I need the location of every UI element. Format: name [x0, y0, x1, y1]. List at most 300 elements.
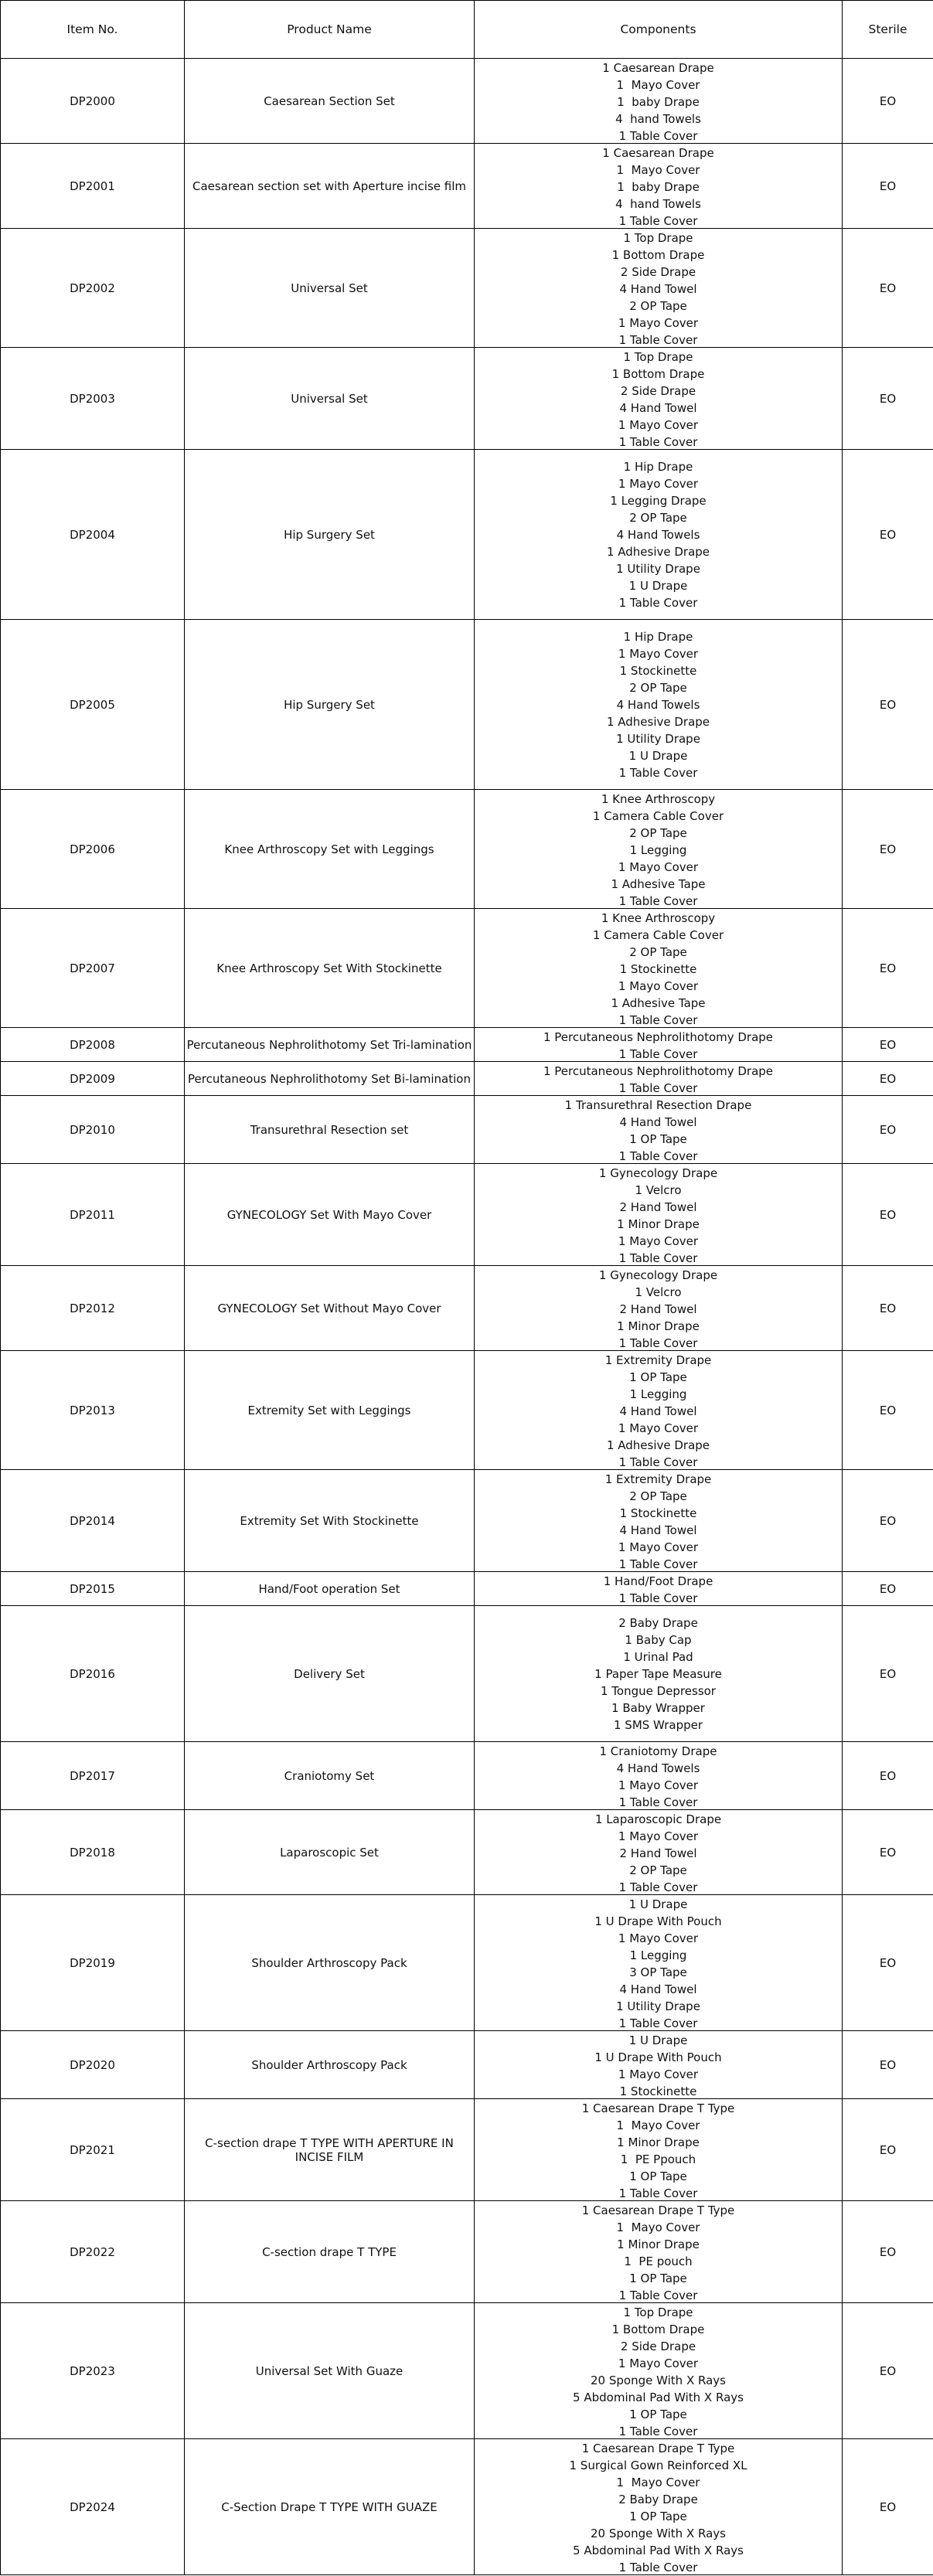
item-number-cell: DP2014 — [1, 1470, 185, 1572]
component-item: 1 Mayo Cover — [616, 2118, 700, 2132]
component-item: 1 Urinal Pad — [623, 1649, 693, 1664]
components-cell — [475, 620, 843, 790]
components-list — [475, 60, 842, 143]
components-list — [475, 1352, 842, 1469]
product-name-cell: Extremity Set with Leggings — [185, 1351, 475, 1470]
product-name-cell: Universal Set — [185, 348, 475, 450]
component-item: 1 OP Tape — [629, 2169, 687, 2183]
sterile-cell: EO — [843, 1606, 933, 1742]
component-item: 1 Adhesive Drape — [606, 1438, 710, 1452]
table-row — [1, 450, 933, 620]
component-item: 1 Table Cover — [618, 2424, 698, 2438]
component-item: 1 PE Ppouch — [620, 2152, 696, 2166]
component-item: 1 Legging — [629, 1948, 687, 1962]
item-number-cell: DP2010 — [1, 1096, 185, 1164]
table-row — [1, 1895, 933, 2031]
component-item: 1 Mayo Cover — [618, 1421, 699, 1435]
component-item: 4 Hand Towel — [619, 1982, 697, 1996]
component-item: 2 Baby Drape — [618, 1615, 698, 1630]
sterile-cell: EO — [843, 2201, 933, 2303]
components-list — [475, 1471, 842, 1571]
product-name-cell: Hand/Foot operation Set — [185, 1572, 475, 1606]
component-item: 4 Hand Towels — [616, 527, 700, 542]
table-row — [1, 1351, 933, 1470]
components-list — [475, 2202, 842, 2302]
product-name-cell: Caesarean section set with Aperture incise film — [185, 144, 475, 229]
component-item: 2 Hand Towel — [619, 1200, 697, 1214]
components-list — [475, 1063, 842, 1095]
component-item: 1 Table Cover — [618, 1591, 698, 1605]
components-cell — [475, 2439, 843, 2575]
component-item: 1 Mayo Cover — [618, 978, 699, 993]
table-row — [1, 1742, 933, 1810]
components-cell — [475, 348, 843, 450]
component-item: 1 Top Drape — [623, 230, 693, 245]
component-item: 2 OP Tape — [629, 510, 687, 525]
component-item: 1 Mayo Cover — [618, 476, 699, 491]
table-row — [1, 1062, 933, 1096]
component-item: 2 OP Tape — [629, 1863, 687, 1877]
component-item: 20 Sponge With X Rays — [591, 2373, 726, 2387]
product-name-cell: Universal Set — [185, 229, 475, 348]
component-item: 1 OP Tape — [629, 2407, 687, 2421]
component-item: 4 hand Towels — [615, 196, 701, 211]
component-item: 1 Caesarean Drape T Type — [581, 2441, 735, 2455]
components-list — [475, 458, 842, 611]
component-item: 1 Table Cover — [618, 128, 698, 143]
product-name-cell: Percutaneous Nephrolithotomy Set Bi-lamination — [185, 1062, 475, 1096]
item-number-cell: DP2020 — [1, 2031, 185, 2099]
components-list — [475, 791, 842, 908]
component-item: 1 Caesarean Drape — [602, 145, 714, 160]
item-number-cell: DP2013 — [1, 1351, 185, 1470]
component-item: 1 PE pouch — [624, 2254, 693, 2268]
component-item: 1 Adhesive Tape — [611, 995, 706, 1010]
component-item: 1 U Drape With Pouch — [594, 2050, 722, 2064]
components-list — [475, 1267, 842, 1350]
component-item: 1 U Drape With Pouch — [594, 1914, 722, 1928]
sterile-cell: EO — [843, 620, 933, 790]
component-item: 1 Stockinette — [619, 961, 697, 976]
component-item: 1 Table Cover — [618, 213, 698, 228]
components-list — [475, 349, 842, 449]
components-list — [475, 1615, 842, 1734]
component-item: 1 Utility Drape — [616, 1999, 700, 2013]
component-item: 1 OP Tape — [629, 1131, 687, 1146]
product-name-cell: C-section drape T TYPE WITH APERTURE IN INCISE FILM — [185, 2099, 475, 2201]
sterile-cell: EO — [843, 1572, 933, 1606]
item-number-cell: DP2022 — [1, 2201, 185, 2303]
table-row — [1, 59, 933, 144]
component-item: 1 Knee Arthroscopy — [601, 910, 716, 925]
sterile-cell: EO — [843, 229, 933, 348]
component-item: 1 Mayo Cover — [616, 162, 700, 177]
component-item: 4 hand Towels — [615, 111, 701, 126]
product-name-cell: Universal Set With Guaze — [185, 2303, 475, 2439]
components-list — [475, 910, 842, 1027]
product-name-cell: Knee Arthroscopy Set With Stockinette — [185, 909, 475, 1028]
item-number-cell: DP2015 — [1, 1572, 185, 1606]
component-item: 1 Table Cover — [618, 1148, 698, 1163]
item-number-cell: DP2005 — [1, 620, 185, 790]
component-item: 1 Caesarean Drape — [602, 60, 714, 75]
components-cell — [475, 450, 843, 620]
component-item: 1 Legging — [629, 842, 687, 857]
table-row — [1, 1810, 933, 1895]
item-number-cell: DP2011 — [1, 1164, 185, 1266]
item-number-cell: DP2018 — [1, 1810, 185, 1895]
component-item: 1 Table Cover — [618, 1795, 698, 1809]
component-item: 2 Side Drape — [620, 2339, 696, 2353]
components-list — [475, 230, 842, 347]
component-item: 2 Hand Towel — [619, 1302, 697, 1316]
component-item: 1 Camera Cable Cover — [592, 808, 724, 823]
component-item: 4 Hand Towel — [619, 281, 697, 296]
sterile-cell: EO — [843, 909, 933, 1028]
item-number-cell: DP2008 — [1, 1028, 185, 1062]
component-item: 1 Table Cover — [618, 1455, 698, 1469]
item-number-cell: DP2021 — [1, 2099, 185, 2201]
component-item: 4 Hand Towel — [619, 1114, 697, 1129]
component-item: 1 OP Tape — [629, 2271, 687, 2285]
component-item: 1 OP Tape — [629, 2509, 687, 2523]
sterile-cell: EO — [843, 1470, 933, 1572]
table-row — [1, 229, 933, 348]
component-item: 1 Table Cover — [618, 2186, 698, 2200]
table-row — [1, 909, 933, 1028]
components-cell — [475, 1810, 843, 1895]
component-item: 1 U Drape — [628, 578, 688, 593]
component-item: 1 Stockinette — [619, 1506, 697, 1520]
component-item: 1 baby Drape — [617, 94, 700, 109]
component-item: 1 Table Cover — [618, 595, 698, 610]
table-row — [1, 144, 933, 229]
header-sterile: Sterile — [843, 1, 933, 59]
component-item: 1 Adhesive Tape — [611, 876, 706, 891]
components-list — [475, 1743, 842, 1809]
component-item: 1 Mayo Cover — [618, 646, 699, 661]
component-item: 1 Mayo Cover — [618, 1540, 699, 1554]
component-item: 1 Table Cover — [618, 1557, 698, 1571]
header-product-name: Product Name — [185, 1, 475, 59]
component-item: 1 Mayo Cover — [616, 2220, 700, 2234]
component-item: 2 OP Tape — [629, 825, 687, 840]
components-list — [475, 2304, 842, 2438]
component-item: 1 Legging Drape — [610, 493, 707, 508]
header-row — [1, 1, 933, 59]
sterile-cell: EO — [843, 2439, 933, 2575]
component-item: 1 Gynecology Drape — [598, 1165, 718, 1180]
components-cell — [475, 144, 843, 229]
component-item: 1 Velcro — [635, 1183, 682, 1197]
components-cell — [475, 1606, 843, 1742]
components-list — [475, 1165, 842, 1265]
component-item: 1 Camera Cable Cover — [592, 927, 724, 942]
component-item: 2 OP Tape — [629, 1489, 687, 1503]
product-name-cell: Shoulder Arthroscopy Pack — [185, 2031, 475, 2099]
sterile-cell: EO — [843, 2031, 933, 2099]
component-item: 1 Mayo Cover — [618, 859, 699, 874]
component-item: 1 baby Drape — [617, 179, 700, 194]
component-item: 1 Velcro — [635, 1285, 682, 1299]
component-item: 1 Mayo Cover — [616, 2475, 700, 2489]
product-name-cell: C-section drape T TYPE — [185, 2201, 475, 2303]
component-item: 1 Mayo Cover — [618, 417, 699, 432]
component-item: 1 Percutaneous Nephrolithotomy Drape — [543, 1029, 774, 1044]
table-row — [1, 1266, 933, 1351]
table-row — [1, 1572, 933, 1606]
component-item: 5 Abdominal Pad With X Rays — [573, 2543, 744, 2557]
component-item: 2 Side Drape — [620, 383, 696, 398]
item-number-cell: DP2006 — [1, 790, 185, 909]
component-item: 1 Paper Tape Measure — [594, 1666, 722, 1681]
component-item: 1 SMS Wrapper — [613, 1717, 703, 1732]
item-number-cell: DP2019 — [1, 1895, 185, 2031]
sterile-cell: EO — [843, 1742, 933, 1810]
table-row — [1, 1028, 933, 1062]
component-item: 1 Craniotomy Drape — [599, 1744, 717, 1758]
item-number-cell: DP2000 — [1, 59, 185, 144]
component-item: 1 Caesarean Drape T Type — [581, 2203, 735, 2217]
components-cell — [475, 2031, 843, 2099]
component-item: 4 Hand Towels — [616, 697, 700, 712]
product-name-cell: Laparoscopic Set — [185, 1810, 475, 1895]
components-cell — [475, 1742, 843, 1810]
component-item: 1 Adhesive Drape — [606, 714, 710, 729]
component-item: 2 Baby Drape — [618, 2492, 698, 2506]
item-number-cell: DP2002 — [1, 229, 185, 348]
sterile-cell: EO — [843, 450, 933, 620]
item-number-cell: DP2004 — [1, 450, 185, 620]
item-number-cell: DP2016 — [1, 1606, 185, 1742]
sterile-cell: EO — [843, 1351, 933, 1470]
components-cell — [475, 909, 843, 1028]
sterile-cell: EO — [843, 348, 933, 450]
component-item: 2 Side Drape — [620, 264, 696, 279]
component-item: 1 Table Cover — [618, 434, 698, 449]
sterile-cell: EO — [843, 1810, 933, 1895]
components-list — [475, 1029, 842, 1061]
component-item: 1 Mayo Cover — [616, 77, 700, 92]
components-list — [475, 628, 842, 781]
component-item: 5 Abdominal Pad With X Rays — [573, 2390, 744, 2404]
components-cell — [475, 1572, 843, 1606]
table-row — [1, 2099, 933, 2201]
component-item: 1 Stockinette — [619, 2084, 697, 2098]
component-item: 1 Minor Drape — [617, 1217, 700, 1231]
component-item: 1 Stockinette — [619, 663, 697, 678]
component-item: 1 Baby Wrapper — [611, 1700, 705, 1715]
sterile-cell: EO — [843, 144, 933, 229]
table-row — [1, 348, 933, 450]
component-item: 1 Legging — [629, 1387, 687, 1401]
component-item: 1 Bottom Drape — [611, 366, 705, 381]
component-item: 1 Hip Drape — [623, 629, 693, 644]
product-name-cell: Hip Surgery Set — [185, 450, 475, 620]
component-item: 1 Table Cover — [618, 765, 698, 780]
component-item: 2 OP Tape — [629, 944, 687, 959]
sterile-cell: EO — [843, 1266, 933, 1351]
table-row — [1, 790, 933, 909]
component-item: 1 Table Cover — [618, 893, 698, 908]
components-cell — [475, 1895, 843, 2031]
components-cell — [475, 1062, 843, 1096]
components-cell — [475, 229, 843, 348]
sterile-cell: EO — [843, 1164, 933, 1266]
component-item: 4 Hand Towel — [619, 1404, 697, 1418]
item-number-cell: DP2003 — [1, 348, 185, 450]
components-list — [475, 2100, 842, 2200]
sterile-cell: EO — [843, 2303, 933, 2439]
component-item: 1 Hip Drape — [623, 459, 693, 474]
component-item: 1 Extremity Drape — [604, 1353, 712, 1367]
product-name-cell: Knee Arthroscopy Set with Leggings — [185, 790, 475, 909]
component-item: 1 Surgical Gown Reinforced XL — [569, 2458, 747, 2472]
header-item-no: Item No. — [1, 1, 185, 59]
component-item: 1 Transurethral Resection Drape — [564, 1097, 752, 1112]
component-item: 1 Top Drape — [623, 349, 693, 364]
components-cell — [475, 59, 843, 144]
sterile-cell: EO — [843, 2099, 933, 2201]
product-name-cell: GYNECOLOGY Set Without Mayo Cover — [185, 1266, 475, 1351]
component-item: 1 Mayo Cover — [618, 1778, 699, 1792]
component-item: 1 Table Cover — [618, 1046, 698, 1061]
table-row — [1, 1470, 933, 1572]
component-item: 1 Mayo Cover — [618, 1931, 699, 1945]
component-item: 1 Laparoscopic Drape — [594, 1812, 722, 1826]
components-list — [475, 2032, 842, 2098]
component-item: 1 Minor Drape — [617, 2135, 700, 2149]
components-cell — [475, 2201, 843, 2303]
component-item: 1 Mayo Cover — [618, 1234, 699, 1248]
product-name-cell: C-Section Drape T TYPE WITH GUAZE — [185, 2439, 475, 2575]
component-item: 1 Adhesive Drape — [606, 544, 710, 559]
component-item: 1 Percutaneous Nephrolithotomy Drape — [543, 1063, 774, 1078]
component-item: 1 Caesarean Drape T Type — [581, 2101, 735, 2115]
component-item: 1 OP Tape — [629, 1370, 687, 1384]
component-item: 1 Mayo Cover — [618, 2356, 699, 2370]
components-cell — [475, 1164, 843, 1266]
component-item: 1 Minor Drape — [617, 1319, 700, 1333]
table-row — [1, 2439, 933, 2575]
component-item: 1 U Drape — [628, 748, 688, 763]
product-name-cell: Delivery Set — [185, 1606, 475, 1742]
component-item: 2 OP Tape — [629, 298, 687, 313]
component-item: 1 Mayo Cover — [618, 1829, 699, 1843]
component-item: 1 Table Cover — [618, 1880, 698, 1894]
product-name-cell: Shoulder Arthroscopy Pack — [185, 1895, 475, 2031]
component-item: 1 Mayo Cover — [618, 2067, 699, 2081]
product-name-cell: Hip Surgery Set — [185, 620, 475, 790]
product-name-cell: Craniotomy Set — [185, 1742, 475, 1810]
components-cell — [475, 1470, 843, 1572]
component-item: 1 Utility Drape — [616, 561, 700, 576]
table-row — [1, 1606, 933, 1742]
components-cell — [475, 1028, 843, 1062]
product-name-cell: GYNECOLOGY Set With Mayo Cover — [185, 1164, 475, 1266]
component-item: 1 Table Cover — [618, 2288, 698, 2302]
component-item: 1 Table Cover — [618, 2016, 698, 2030]
components-list — [475, 145, 842, 228]
component-item: 1 Mayo Cover — [618, 315, 699, 330]
item-number-cell: DP2007 — [1, 909, 185, 1028]
component-item: 1 Table Cover — [618, 1080, 698, 1095]
component-item: 1 Bottom Drape — [611, 2322, 705, 2336]
item-number-cell: DP2001 — [1, 144, 185, 229]
component-item: 2 Hand Towel — [619, 1846, 697, 1860]
table-row — [1, 2303, 933, 2439]
table-row — [1, 2201, 933, 2303]
sterile-cell: EO — [843, 790, 933, 909]
components-list — [475, 1573, 842, 1605]
table-row — [1, 2031, 933, 2099]
product-name-cell: Caesarean Section Set — [185, 59, 475, 144]
sterile-cell: EO — [843, 1028, 933, 1062]
component-item: 1 U Drape — [628, 2033, 688, 2047]
table-row — [1, 620, 933, 790]
components-list — [475, 1097, 842, 1163]
component-item: 1 Table Cover — [618, 1251, 698, 1265]
component-item: 4 Hand Towel — [619, 1523, 697, 1537]
components-cell — [475, 1351, 843, 1470]
component-item: 20 Sponge With X Rays — [591, 2526, 726, 2540]
components-cell — [475, 2303, 843, 2439]
component-item: 1 Table Cover — [618, 2560, 698, 2574]
item-number-cell: DP2012 — [1, 1266, 185, 1351]
product-name-cell: Transurethral Resection set — [185, 1096, 475, 1164]
components-list — [475, 1811, 842, 1894]
sterile-cell: EO — [843, 59, 933, 144]
component-item: 4 Hand Towels — [616, 1761, 700, 1775]
components-list — [475, 1896, 842, 2030]
component-item: 1 Hand/Foot Drape — [603, 1574, 713, 1588]
item-number-cell: DP2024 — [1, 2439, 185, 2575]
component-item: 1 Top Drape — [623, 2305, 693, 2319]
header-components: Components — [475, 1, 843, 59]
sterile-cell: EO — [843, 1895, 933, 2031]
components-cell — [475, 1266, 843, 1351]
component-item: 1 Table Cover — [618, 1012, 698, 1027]
component-item: 1 Table Cover — [618, 332, 698, 347]
component-item: 1 Bottom Drape — [611, 247, 705, 262]
component-item: 1 Minor Drape — [617, 2237, 700, 2251]
sterile-cell: EO — [843, 1062, 933, 1096]
table-row — [1, 1164, 933, 1266]
item-number-cell: DP2023 — [1, 2303, 185, 2439]
table-row — [1, 1096, 933, 1164]
component-item: 1 Knee Arthroscopy — [601, 791, 716, 806]
components-list — [475, 2440, 842, 2574]
component-item: 1 Tongue Depressor — [601, 1683, 716, 1698]
component-item: 1 Baby Cap — [625, 1632, 692, 1647]
components-cell — [475, 1096, 843, 1164]
item-number-cell: DP2017 — [1, 1742, 185, 1810]
component-item: 1 U Drape — [628, 1897, 688, 1911]
component-item: 3 OP Tape — [629, 1965, 687, 1979]
component-item: 1 Utility Drape — [616, 731, 700, 746]
component-item: 4 Hand Towel — [619, 400, 697, 415]
product-name-cell: Percutaneous Nephrolithotomy Set Tri-lamination — [185, 1028, 475, 1062]
component-item: 1 Gynecology Drape — [598, 1268, 718, 1282]
component-item: 2 OP Tape — [629, 680, 687, 695]
components-cell — [475, 790, 843, 909]
product-name-cell: Extremity Set With Stockinette — [185, 1470, 475, 1572]
item-number-cell: DP2009 — [1, 1062, 185, 1096]
sterile-cell: EO — [843, 1096, 933, 1164]
components-cell — [475, 2099, 843, 2201]
component-item: 1 Table Cover — [618, 1336, 698, 1350]
component-item: 1 Extremity Drape — [604, 1472, 712, 1486]
